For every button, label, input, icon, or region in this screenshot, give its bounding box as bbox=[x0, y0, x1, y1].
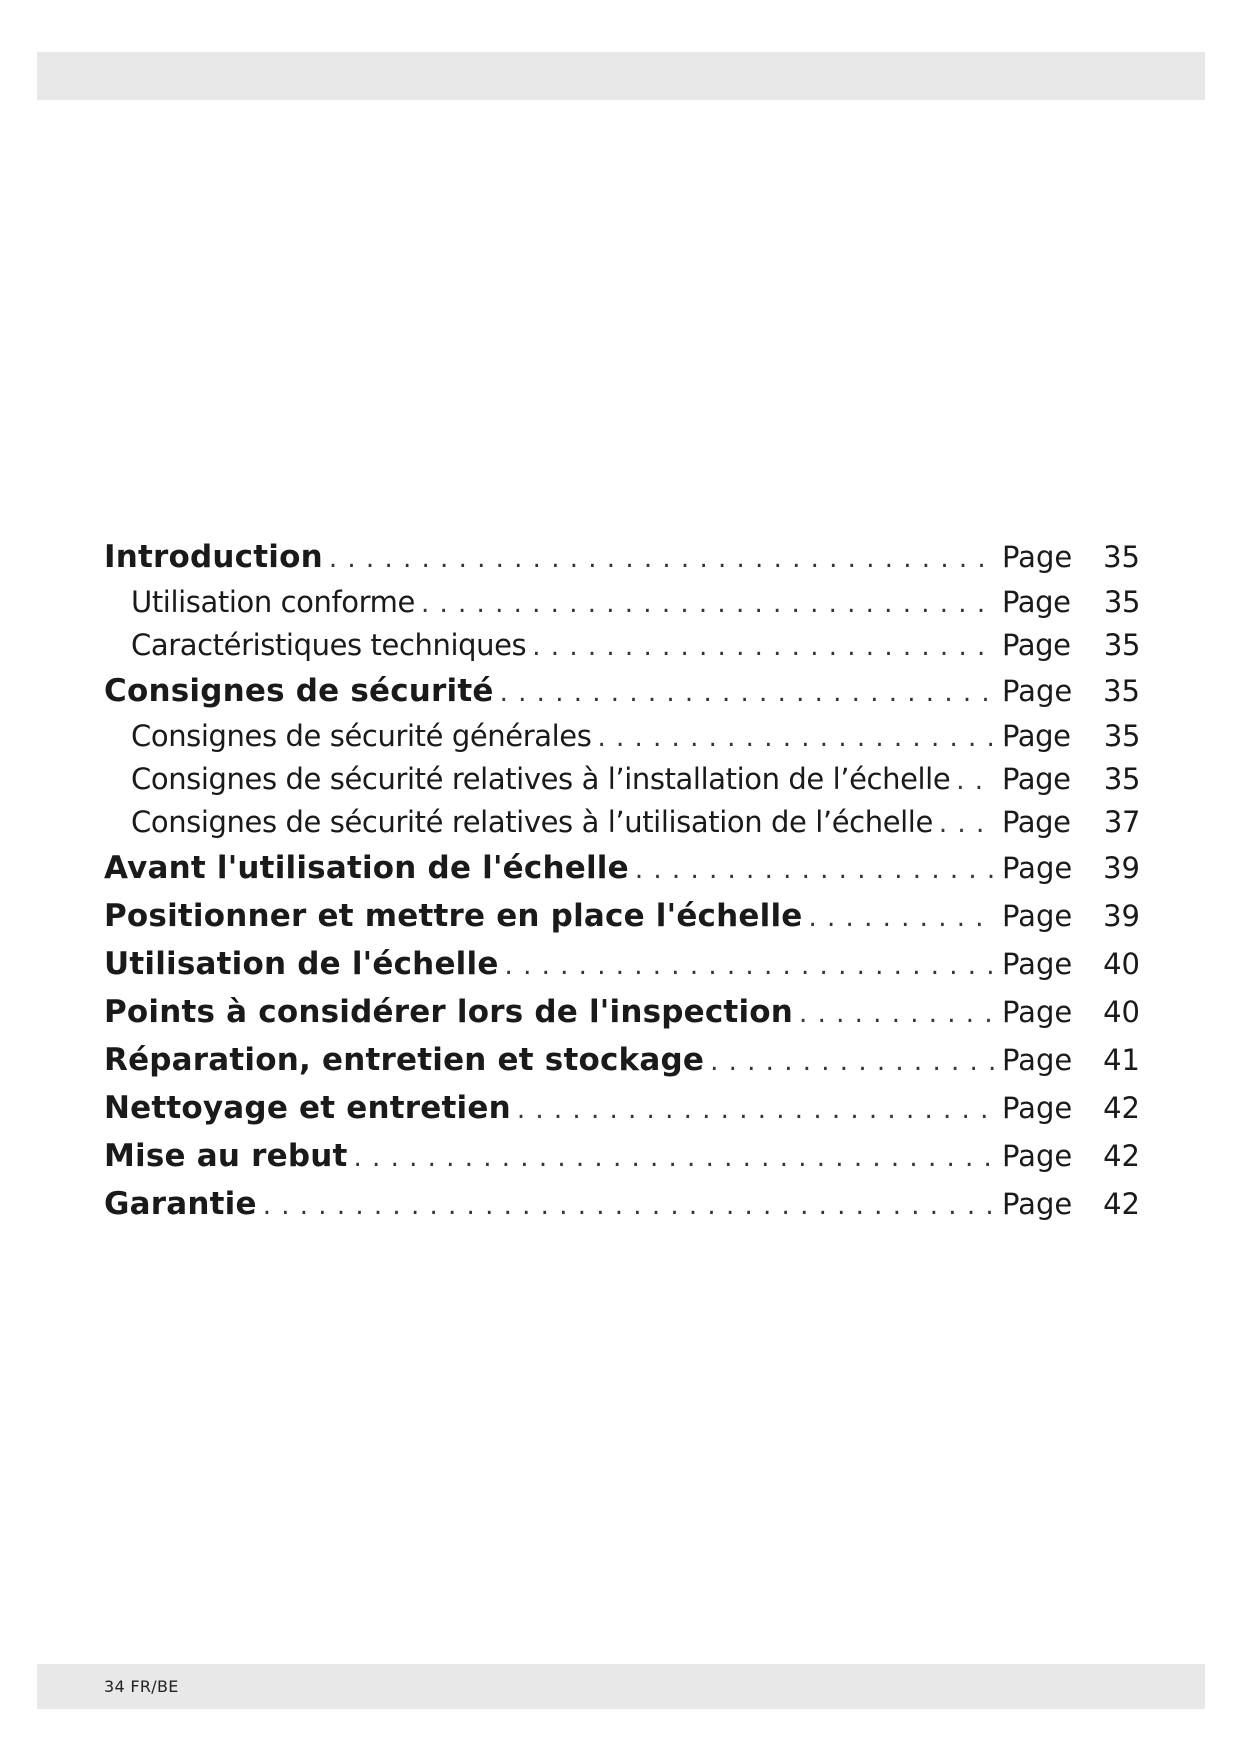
page-number: 35 bbox=[1103, 585, 1140, 619]
page-number: 42 bbox=[1103, 1091, 1140, 1125]
toc-entry-title: Consignes de sécurité relatives à l’installation de l’échelle bbox=[131, 762, 951, 796]
toc-entry-title: Consignes de sécurité relatives à l’utilisation de l’échelle bbox=[131, 805, 933, 839]
page-number: 35 bbox=[1103, 674, 1140, 708]
toc-entry-avant-utilisation[interactable] bbox=[104, 844, 1140, 892]
page-number: 42 bbox=[1103, 1187, 1140, 1221]
page-label: Page bbox=[1002, 1043, 1073, 1077]
dot-leader bbox=[354, 1134, 994, 1182]
toc-entry-title: Positionner et mettre en place l'échelle bbox=[104, 898, 803, 934]
toc-entry-mise-au-rebut[interactable] bbox=[104, 1132, 1140, 1180]
page-label: Page bbox=[1002, 585, 1071, 619]
dot-leader bbox=[597, 717, 994, 760]
page-number: 35 bbox=[1103, 540, 1140, 574]
toc-entry-points-inspection[interactable] bbox=[104, 988, 1140, 1036]
page-label: Page bbox=[1002, 899, 1073, 933]
page-label: Page bbox=[1002, 674, 1073, 708]
toc-entry-title: Caractéristiques techniques bbox=[131, 628, 527, 662]
page-label: Page bbox=[1002, 995, 1073, 1029]
page-label: Page bbox=[1002, 805, 1071, 839]
dot-leader bbox=[505, 942, 994, 990]
dot-leader bbox=[421, 583, 994, 626]
dot-leader bbox=[710, 1038, 994, 1086]
dot-leader bbox=[329, 535, 994, 583]
page-label: Page bbox=[1002, 1187, 1073, 1221]
toc-entry-title: Utilisation de l'échelle bbox=[104, 946, 499, 982]
page-number: 39 bbox=[1103, 851, 1140, 885]
toc-entry-caracteristiques-techniques[interactable] bbox=[104, 624, 1140, 667]
toc-entry-title: Utilisation conforme bbox=[131, 585, 415, 619]
dot-leader bbox=[635, 846, 994, 894]
toc-entry-positionner[interactable] bbox=[104, 892, 1140, 940]
toc-entry-title: Introduction bbox=[104, 539, 323, 575]
page-number: 40 bbox=[1103, 947, 1140, 981]
toc-entry-title: Réparation, entretien et stockage bbox=[104, 1042, 705, 1078]
toc-entry-title: Consignes de sécurité générales bbox=[131, 719, 592, 753]
dot-leader bbox=[263, 1182, 994, 1230]
page-label: Page bbox=[1002, 1091, 1073, 1125]
dot-leader bbox=[500, 669, 994, 717]
toc-entry-consignes-utilisation[interactable] bbox=[104, 801, 1140, 844]
footer-band bbox=[37, 1664, 1205, 1709]
page-label: Page bbox=[1002, 719, 1071, 753]
toc-entry-title: Garantie bbox=[104, 1186, 257, 1222]
toc-entry-title: Nettoyage et entretien bbox=[104, 1090, 511, 1126]
page-label: Page bbox=[1002, 628, 1071, 662]
toc-entry-consignes-generales[interactable] bbox=[104, 715, 1140, 758]
header-band bbox=[37, 52, 1205, 100]
toc-entry-garantie[interactable] bbox=[104, 1180, 1140, 1228]
toc-entry-nettoyage[interactable] bbox=[104, 1084, 1140, 1132]
dot-leader bbox=[532, 626, 994, 669]
page-label: Page bbox=[1002, 762, 1071, 796]
page-number: 40 bbox=[1103, 995, 1140, 1029]
page-number: 35 bbox=[1103, 762, 1140, 796]
page-number: 37 bbox=[1103, 805, 1140, 839]
toc-entry-consignes-de-securite[interactable] bbox=[104, 667, 1140, 715]
toc-entry-utilisation-conforme[interactable] bbox=[104, 581, 1140, 624]
toc-entry-title: Mise au rebut bbox=[104, 1138, 348, 1174]
dot-leader bbox=[939, 803, 994, 846]
page-label: Page bbox=[1002, 1139, 1073, 1173]
page-number: 35 bbox=[1103, 628, 1140, 662]
page-label: Page bbox=[1002, 851, 1073, 885]
table-of-contents bbox=[104, 533, 1140, 1228]
toc-entry-title: Consignes de sécurité bbox=[104, 673, 494, 709]
page-number: 39 bbox=[1103, 899, 1140, 933]
toc-entry-reparation[interactable] bbox=[104, 1036, 1140, 1084]
dot-leader bbox=[956, 760, 994, 803]
toc-entry-consignes-installation[interactable] bbox=[104, 758, 1140, 801]
dot-leader bbox=[517, 1086, 994, 1134]
toc-entry-utilisation-echelle[interactable] bbox=[104, 940, 1140, 988]
toc-entry-title: Avant l'utilisation de l'échelle bbox=[104, 850, 629, 886]
page-number: 41 bbox=[1103, 1043, 1140, 1077]
dot-leader bbox=[799, 990, 994, 1038]
toc-entry-introduction[interactable] bbox=[104, 533, 1140, 581]
page-label: Page bbox=[1002, 540, 1073, 574]
page-footer-label: 34 FR/BE bbox=[104, 1677, 179, 1696]
toc-entry-title: Points à considérer lors de l'inspection bbox=[104, 994, 794, 1030]
dot-leader bbox=[809, 894, 995, 942]
page-number: 42 bbox=[1103, 1139, 1140, 1173]
page-number: 35 bbox=[1103, 719, 1140, 753]
page-label: Page bbox=[1002, 947, 1073, 981]
